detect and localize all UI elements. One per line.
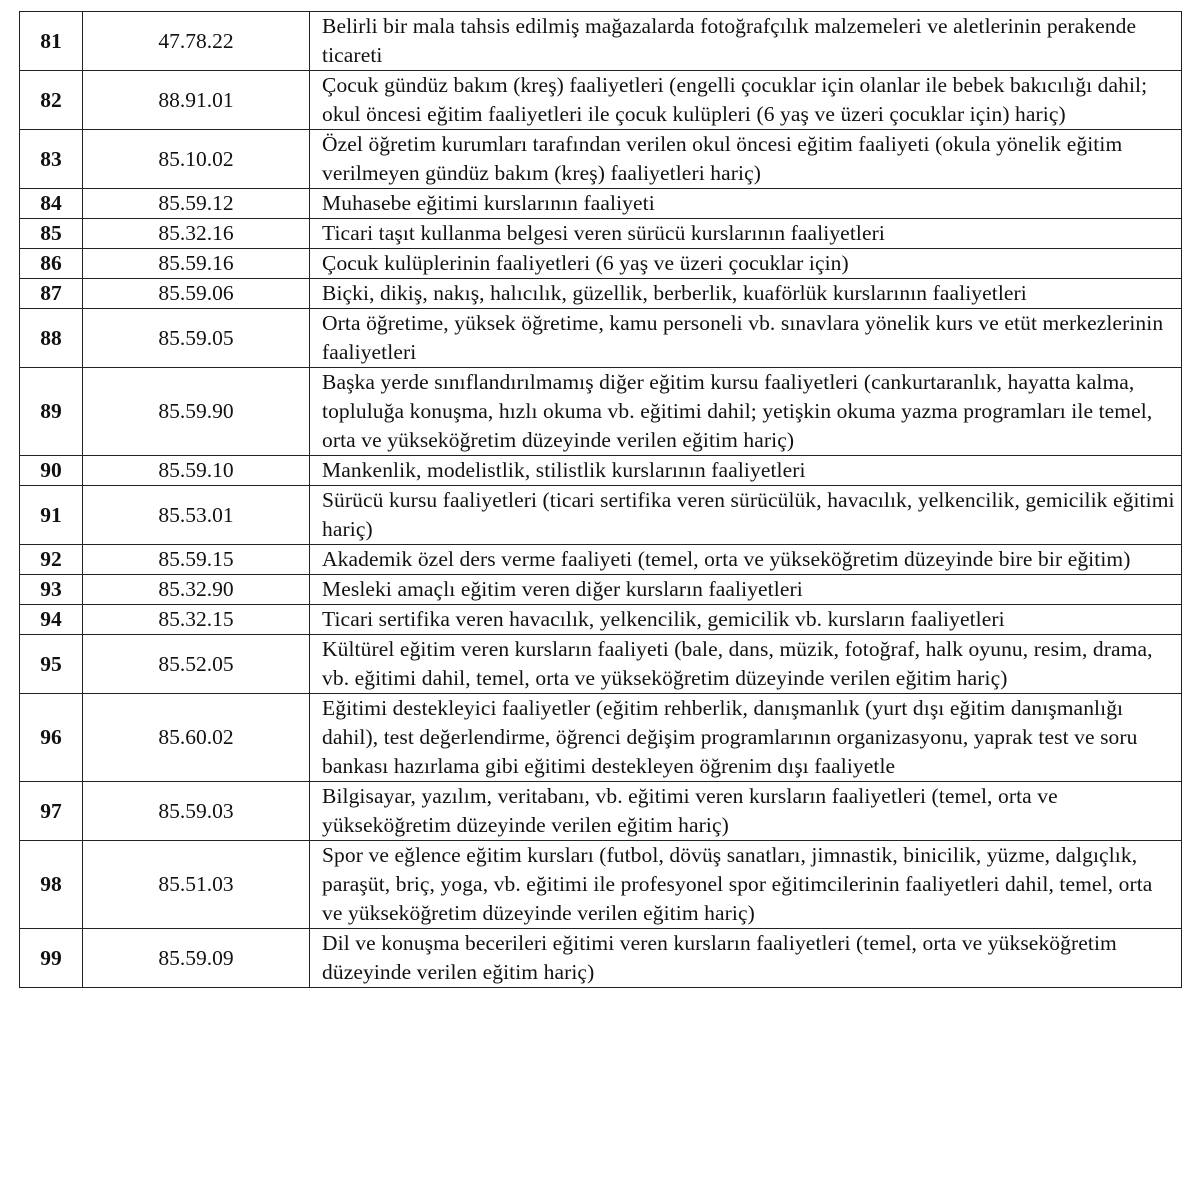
row-number: 86 <box>20 249 83 279</box>
table-row <box>20 219 1182 249</box>
activity-code: 85.51.03 <box>83 841 310 929</box>
row-number: 83 <box>20 130 83 189</box>
row-number: 88 <box>20 309 83 368</box>
table-row <box>20 309 1182 368</box>
row-number: 89 <box>20 368 83 456</box>
table-row <box>20 486 1182 545</box>
table-row <box>20 71 1182 130</box>
activity-code: 85.59.90 <box>83 368 310 456</box>
activity-description: Spor ve eğlence eğitim kursları (futbol, dövüş sanatları, jimnastik, binicilik, yüzme, dalgıçlık, paraşüt, briç, yoga, vb. eğitimi ile profesyonel spor eğitimcilerinin faaliyetleri dahil, temel, orta ve yükseköğretim düzeyinde verilen eğitim hariç) <box>310 841 1182 929</box>
table-row <box>20 575 1182 605</box>
table-row <box>20 782 1182 841</box>
activity-description: Özel öğretim kurumları tarafından verilen okul öncesi eğitim faaliyeti (okula yönelik eğitim verilmeyen gündüz bakım (kreş) faaliyetleri hariç) <box>310 130 1182 189</box>
activity-code: 85.32.16 <box>83 219 310 249</box>
activity-description: Sürücü kursu faaliyetleri (ticari sertifika veren sürücülük, havacılık, yelkencilik, gemicilik eğitimi hariç) <box>310 486 1182 545</box>
table-row <box>20 635 1182 694</box>
row-number: 87 <box>20 279 83 309</box>
row-number: 97 <box>20 782 83 841</box>
activity-code: 47.78.22 <box>83 12 310 71</box>
activity-description: Biçki, dikiş, nakış, halıcılık, güzellik, berberlik, kuaförlük kurslarının faaliyetleri <box>310 279 1182 309</box>
table-row <box>20 694 1182 782</box>
activity-code-table <box>19 11 1182 988</box>
row-number: 94 <box>20 605 83 635</box>
activity-code: 85.59.05 <box>83 309 310 368</box>
row-number: 93 <box>20 575 83 605</box>
activity-description: Kültürel eğitim veren kursların faaliyeti (bale, dans, müzik, fotoğraf, halk oyunu, resim, drama, vb. eğitimi dahil, temel, orta ve yükseköğretim düzeyinde verilen eğitim hariç) <box>310 635 1182 694</box>
table-row <box>20 130 1182 189</box>
activity-description: Mesleki amaçlı eğitim veren diğer kursların faaliyetleri <box>310 575 1182 605</box>
table-row <box>20 279 1182 309</box>
row-number: 91 <box>20 486 83 545</box>
table-row <box>20 189 1182 219</box>
activity-description: Eğitimi destekleyici faaliyetler (eğitim rehberlik, danışmanlık (yurt dışı eğitim danışmanlığı dahil), test değerlendirme, öğrenci değişim programlarının organizasyonu, yaprak test ve soru bankası hazırlama gibi eğitimi destekleyen öğrenim dışı faaliyetle <box>310 694 1182 782</box>
activity-code: 85.59.15 <box>83 545 310 575</box>
row-number: 92 <box>20 545 83 575</box>
activity-description: Çocuk gündüz bakım (kreş) faaliyetleri (engelli çocuklar için olanlar ile bebek bakıcılığı dahil; okul öncesi eğitim faaliyetleri ile çocuk kulüpleri (6 yaş ve üzeri çocuklar için) hariç) <box>310 71 1182 130</box>
activity-description: Ticari taşıt kullanma belgesi veren sürücü kurslarının faaliyetleri <box>310 219 1182 249</box>
activity-description: Çocuk kulüplerinin faaliyetleri (6 yaş ve üzeri çocuklar için) <box>310 249 1182 279</box>
table-row <box>20 12 1182 71</box>
row-number: 90 <box>20 456 83 486</box>
activity-description: Akademik özel ders verme faaliyeti (temel, orta ve yükseköğretim düzeyinde bire bir eğitim) <box>310 545 1182 575</box>
table-row <box>20 545 1182 575</box>
activity-code: 85.10.02 <box>83 130 310 189</box>
row-number: 98 <box>20 841 83 929</box>
activity-description: Dil ve konuşma becerileri eğitimi veren kursların faaliyetleri (temel, orta ve yükseköğretim düzeyinde verilen eğitim hariç) <box>310 929 1182 988</box>
table-row <box>20 456 1182 486</box>
row-number: 96 <box>20 694 83 782</box>
row-number: 95 <box>20 635 83 694</box>
activity-code: 88.91.01 <box>83 71 310 130</box>
activity-code: 85.59.03 <box>83 782 310 841</box>
activity-code: 85.52.05 <box>83 635 310 694</box>
activity-code: 85.59.09 <box>83 929 310 988</box>
activity-code: 85.59.12 <box>83 189 310 219</box>
table-row <box>20 249 1182 279</box>
table-row <box>20 841 1182 929</box>
table-body <box>20 12 1182 988</box>
activity-description: Ticari sertifika veren havacılık, yelkencilik, gemicilik vb. kursların faaliyetleri <box>310 605 1182 635</box>
row-number: 99 <box>20 929 83 988</box>
activity-description: Belirli bir mala tahsis edilmiş mağazalarda fotoğrafçılık malzemeleri ve aletlerinin perakende ticareti <box>310 12 1182 71</box>
activity-code: 85.59.16 <box>83 249 310 279</box>
activity-code: 85.59.06 <box>83 279 310 309</box>
activity-code: 85.59.10 <box>83 456 310 486</box>
activity-description: Orta öğretime, yüksek öğretime, kamu personeli vb. sınavlara yönelik kurs ve etüt merkezlerinin faaliyetleri <box>310 309 1182 368</box>
table-row <box>20 605 1182 635</box>
row-number: 81 <box>20 12 83 71</box>
activity-description: Başka yerde sınıflandırılmamış diğer eğitim kursu faaliyetleri (cankurtaranlık, hayatta kalma, topluluğa konuşma, hızlı okuma vb. eğitimi dahil; yetişkin okuma yazma programları ile temel, orta ve yükseköğretim düzeyinde verilen eğitim hariç) <box>310 368 1182 456</box>
activity-code: 85.32.90 <box>83 575 310 605</box>
table-row <box>20 929 1182 988</box>
activity-code: 85.53.01 <box>83 486 310 545</box>
row-number: 85 <box>20 219 83 249</box>
row-number: 82 <box>20 71 83 130</box>
table-row <box>20 368 1182 456</box>
activity-code: 85.32.15 <box>83 605 310 635</box>
activity-code: 85.60.02 <box>83 694 310 782</box>
row-number: 84 <box>20 189 83 219</box>
activity-description: Mankenlik, modelistlik, stilistlik kurslarının faaliyetleri <box>310 456 1182 486</box>
activity-description: Muhasebe eğitimi kurslarının faaliyeti <box>310 189 1182 219</box>
activity-description: Bilgisayar, yazılım, veritabanı, vb. eğitimi veren kursların faaliyetleri (temel, orta ve yükseköğretim düzeyinde verilen eğitim hariç) <box>310 782 1182 841</box>
